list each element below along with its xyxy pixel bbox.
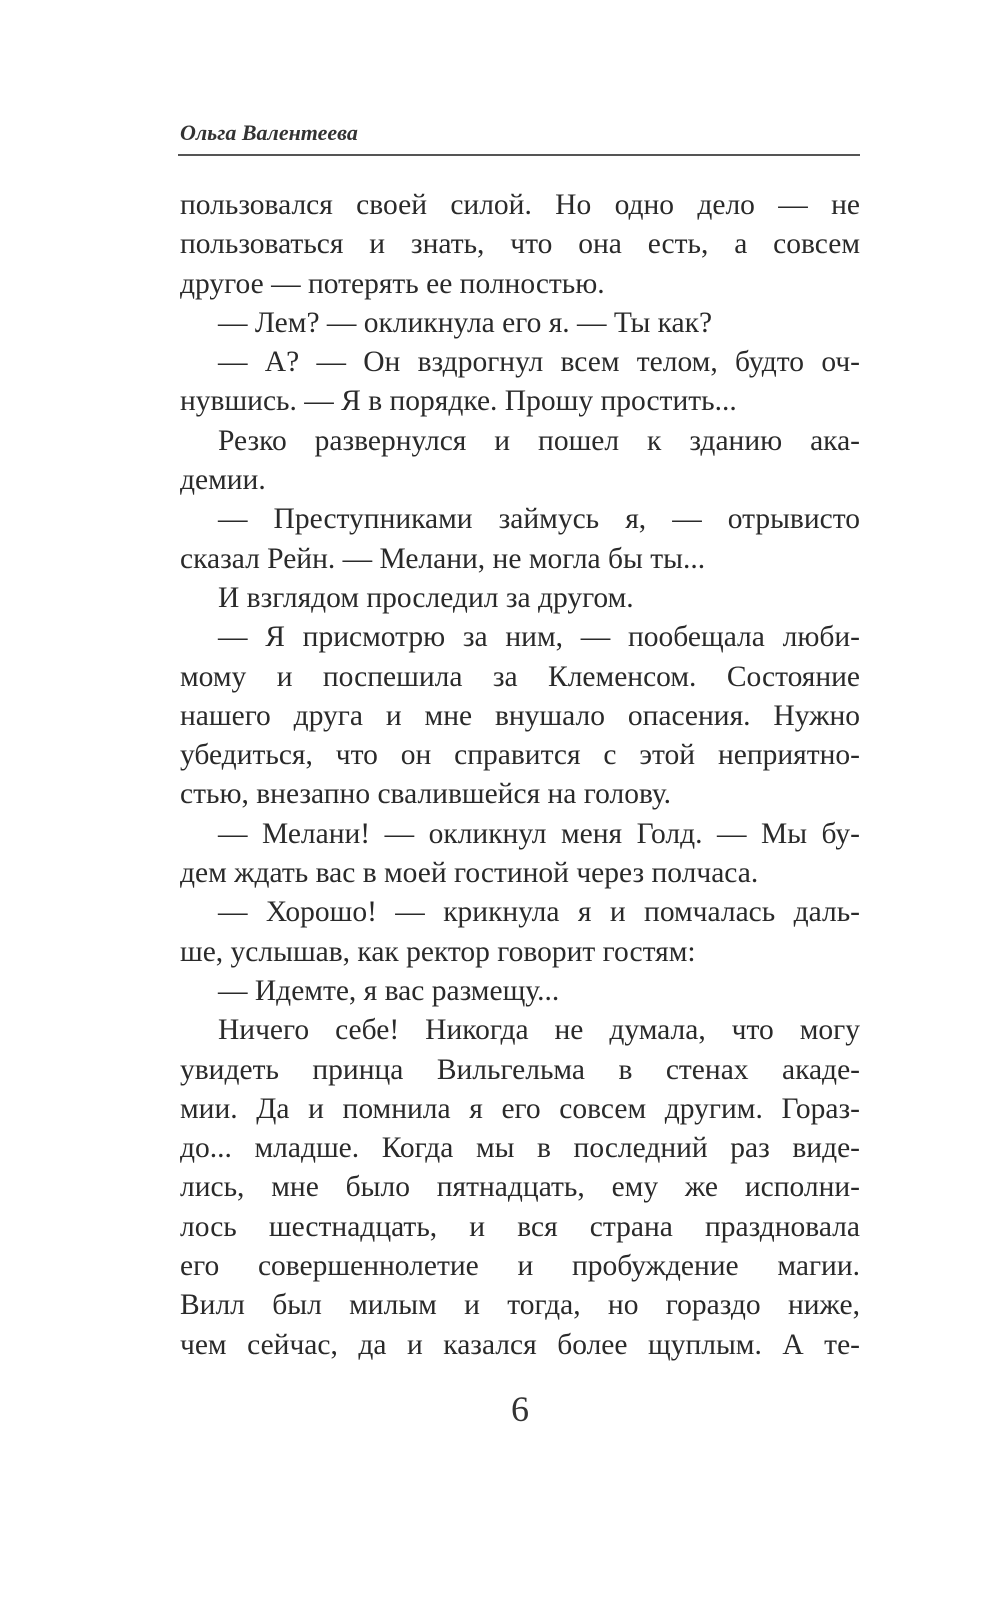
page-number: 6 — [511, 1389, 529, 1429]
text-line: демии. — [180, 464, 266, 497]
text-line: — Преступниками займусь я, — отрывисто — [218, 503, 860, 536]
text-line: стью, внезапно свалившейся на голову. — [180, 778, 672, 811]
running-header-author: Ольга Валентеева — [180, 120, 358, 145]
text-line: лось шестнадцать, и вся страна праздновала — [180, 1210, 860, 1243]
text-line: другое — потерять ее полностью. — [180, 267, 605, 300]
text-line: — Лем? — окликнула его я. — Ты как? — [218, 306, 713, 339]
text-line: — Мелани! — окликнул меня Голд. — Мы бу- — [218, 817, 860, 850]
text-line: И взглядом проследил за другом. — [218, 581, 634, 614]
text-line: ше, услышав, как ректор говорит гостям: — [180, 935, 696, 968]
text-line: пользоваться и знать, что она есть, а совсем — [180, 228, 860, 261]
text-line: — Идемте, я вас размещу... — [218, 974, 560, 1007]
text-line: Вилл был милым и тогда, но гораздо ниже, — [180, 1289, 860, 1322]
text-line: нувшись. — Я в порядке. Прошу простить... — [180, 385, 737, 418]
text-line: чем сейчас, да и казался более щуплым. А те- — [180, 1328, 860, 1361]
page-body-text — [180, 186, 860, 1365]
text-line: лись, мне было пятнадцать, ему же исполни- — [180, 1171, 860, 1204]
text-line: сказал Рейн. — Мелани, не могла бы ты... — [180, 542, 706, 575]
text-line: мии. Да и помнила я его совсем другим. Горaз- — [180, 1092, 860, 1125]
text-line: — Хорошо! — крикнула я и помчалась даль- — [218, 896, 860, 929]
text-line: дем ждать вас в моей гостиной через полчаса. — [180, 857, 759, 890]
text-line: увидеть принца Вильгельма в стенах акаде- — [180, 1053, 860, 1086]
text-line: — А? — Он вздрогнул всем телом, будто оч- — [218, 346, 860, 379]
text-line: нашего друга и мне внушало опасения. Нужно — [180, 699, 860, 732]
text-line: — Я присмотрю за ним, — пообещала люби- — [218, 621, 860, 654]
text-line: мому и поспешила за Клеменсом. Состояние — [180, 660, 860, 693]
text-line: до... младше. Когда мы в последний раз виде- — [180, 1132, 860, 1165]
text-line: убедиться, что он справится с этой неприятно- — [180, 739, 860, 772]
header-rule — [178, 154, 860, 156]
text-line: пользовался своей силой. Но одно дело — не — [180, 189, 860, 221]
text-line: Ничего себе! Никогда не думала, что могу — [218, 1014, 860, 1047]
text-line: Резко развернулся и пошел к зданию ака- — [218, 424, 860, 457]
text-line: его совершеннолетие и пробуждение магии. — [180, 1250, 860, 1283]
